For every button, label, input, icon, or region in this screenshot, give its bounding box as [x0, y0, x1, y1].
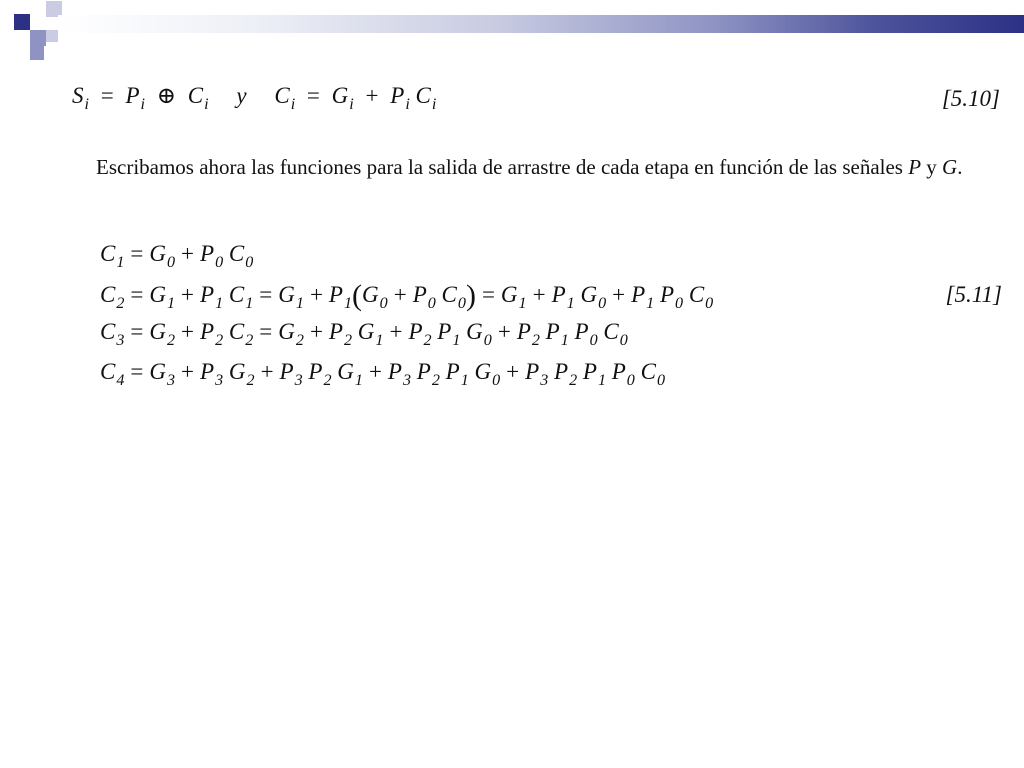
decor-square-dark	[14, 14, 30, 30]
carry-equation-c2: $C_2 = G_1 + P_1$ $C_1 = G_1 + P_1(G_0 + P_0$ $C_0) = G_1 + P_1$ $G_0 + P_1$ $P_0$ $C_0$	[100, 279, 714, 312]
equation-number-5-11: [5.11]	[945, 282, 1002, 307]
decor-square-mid	[30, 30, 46, 46]
carry-equation-c4: $C_4 = G_3 + P_3$ $G_2 + P_3$ $P_2$ $G_1 + P_3$ $P_2$ $P_1$ $G_0 + P_3$ $P_2$ $P_1$ $P_0$ $C_0$	[100, 359, 665, 389]
header-gradient-bar	[58, 15, 1024, 33]
decor-square-mid	[30, 46, 44, 60]
carry-equation-c3: $C_3 = G_2 + P_2$ $C_2 = G_2 + P_2$ $G_1 + P_2$ $P_1$ $G_0 + P_2$ $P_1$ $P_0$ $C_0$	[100, 319, 628, 349]
carry-equation-c1: $C_1 = G_0 + P_0$ $C_0$	[100, 241, 254, 271]
equation-5-10: $S_i = P_i$ ⊕ $C_i$ y $C_i = G_i + P_i$ $C_i$	[72, 83, 437, 113]
decor-square-light	[46, 30, 58, 42]
equation-number-5-10: [5.10]	[941, 86, 1000, 111]
body-paragraph: Escribamos ahora las funciones para la salida de arrastre de cada etapa en función de las señales P y G.	[96, 155, 963, 179]
